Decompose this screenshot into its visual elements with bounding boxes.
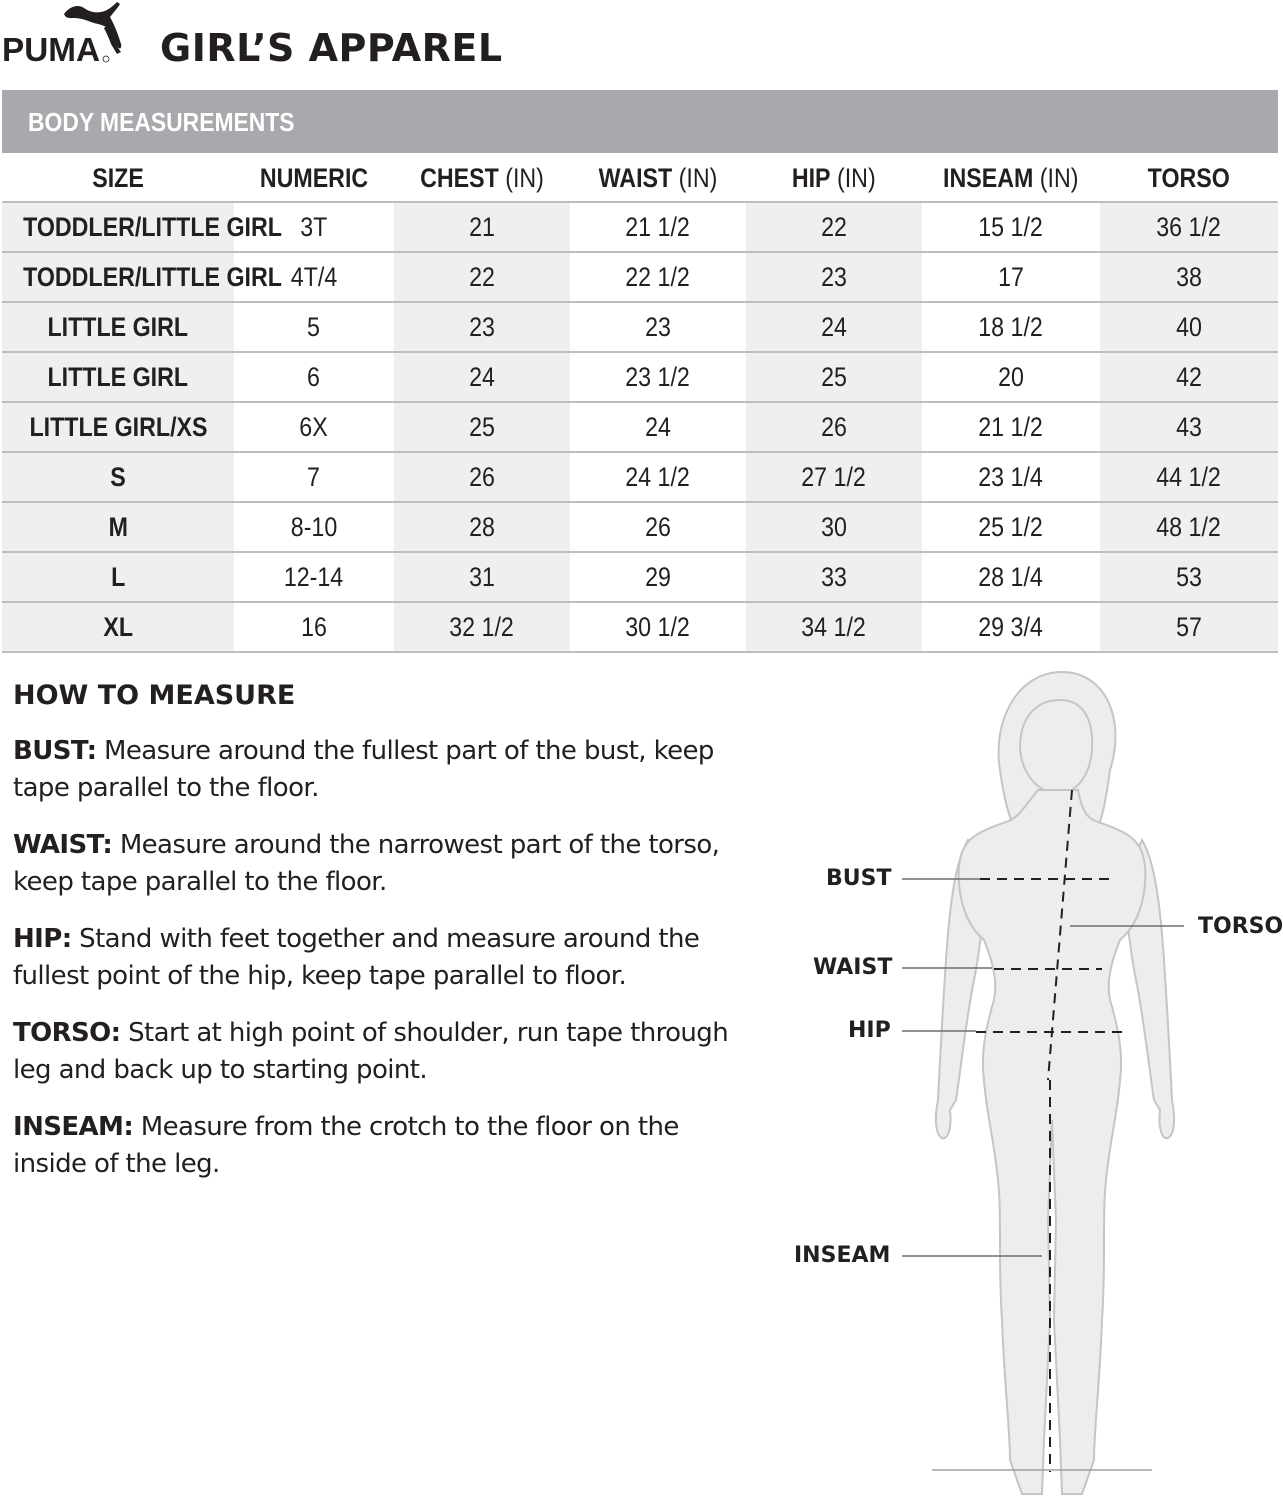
measure-text: Start at high point of shoulder, run tape through leg and back up to starting point. bbox=[13, 1018, 729, 1085]
size-chart-table bbox=[2, 155, 1278, 653]
puma-logo bbox=[0, 0, 140, 75]
table-cell bbox=[922, 352, 1100, 402]
cell-value: 24 1/2 bbox=[625, 461, 691, 492]
table-cell bbox=[746, 352, 922, 402]
column-header-text bbox=[1148, 163, 1230, 194]
cell-value: 40 bbox=[1176, 311, 1202, 342]
size-cell bbox=[2, 502, 234, 552]
table-cell bbox=[394, 452, 570, 502]
cell-value: 26 bbox=[645, 511, 671, 542]
cell-value: 25 bbox=[469, 411, 495, 442]
cell-value: 26 bbox=[469, 461, 495, 492]
measure-item-inseam bbox=[13, 1109, 753, 1183]
measure-item-hip bbox=[13, 921, 753, 995]
cell-value: 23 bbox=[645, 311, 671, 342]
measure-text: Measure around the fullest part of the bust, keep tape parallel to the floor. bbox=[13, 736, 714, 803]
table-cell bbox=[394, 252, 570, 302]
cell-value: 16 bbox=[301, 611, 327, 642]
table-cell bbox=[746, 302, 922, 352]
table-cell bbox=[1100, 202, 1278, 252]
column-header-unit: (IN) bbox=[830, 162, 876, 193]
column-header bbox=[570, 155, 746, 202]
cell-value: TODDLER/LITTLE GIRL bbox=[23, 211, 282, 242]
cell-value: 22 bbox=[469, 261, 495, 292]
table-cell bbox=[922, 452, 1100, 502]
cell-value: 17 bbox=[998, 261, 1024, 292]
cell-value: 25 1/2 bbox=[978, 511, 1044, 542]
column-header bbox=[1100, 155, 1278, 202]
table-cell bbox=[570, 352, 746, 402]
cell-value: 6X bbox=[299, 411, 329, 442]
column-header-text bbox=[599, 163, 718, 194]
measure-item-waist bbox=[13, 827, 753, 901]
cell-value: 29 3/4 bbox=[978, 611, 1044, 642]
cell-value: 27 1/2 bbox=[801, 461, 867, 492]
table-cell bbox=[746, 502, 922, 552]
cell-value: 20 bbox=[998, 361, 1024, 392]
cell-value: 8-10 bbox=[290, 511, 338, 542]
cell-value: 38 bbox=[1176, 261, 1202, 292]
table-cell bbox=[570, 202, 746, 252]
how-to-measure bbox=[13, 680, 753, 1203]
column-header bbox=[922, 155, 1100, 202]
cell-value: 5 bbox=[307, 311, 321, 342]
cell-value: 26 bbox=[821, 411, 847, 442]
column-header bbox=[234, 155, 394, 202]
table-cell bbox=[570, 602, 746, 652]
figure-label-bust: BUST bbox=[826, 866, 892, 891]
table-cell bbox=[922, 552, 1100, 602]
column-header-label: SIZE bbox=[92, 162, 144, 193]
cell-value: 12-14 bbox=[284, 561, 344, 592]
column-header-text bbox=[420, 163, 544, 194]
table-cell bbox=[1100, 502, 1278, 552]
cell-value: 31 bbox=[469, 561, 495, 592]
measure-term: TORSO: bbox=[13, 1018, 121, 1048]
column-header-unit: (IN) bbox=[1033, 162, 1079, 193]
measure-term: INSEAM: bbox=[13, 1112, 134, 1142]
cell-value: 4T/4 bbox=[290, 261, 338, 292]
page-title: GIRL’S APPAREL bbox=[160, 26, 503, 70]
table-cell bbox=[1100, 302, 1278, 352]
column-header-label: WAIST bbox=[598, 162, 673, 193]
table-body bbox=[2, 202, 1278, 652]
table-cell bbox=[234, 502, 394, 552]
cell-value: 34 1/2 bbox=[801, 611, 867, 642]
table-cell bbox=[234, 302, 394, 352]
table-cell bbox=[394, 202, 570, 252]
measure-term: BUST: bbox=[13, 736, 97, 766]
cell-value: 32 1/2 bbox=[449, 611, 515, 642]
size-cell bbox=[2, 352, 234, 402]
table-row bbox=[2, 602, 1278, 652]
cell-value: 24 bbox=[821, 311, 847, 342]
column-header-text bbox=[792, 163, 876, 194]
measure-text: Measure around the narrowest part of the torso, keep tape parallel to the floor. bbox=[13, 830, 720, 897]
table-cell bbox=[1100, 252, 1278, 302]
measure-item-bust bbox=[13, 733, 753, 807]
cell-value: 57 bbox=[1176, 611, 1202, 642]
figure-label-waist: WAIST bbox=[813, 955, 893, 980]
column-header-label: HIP bbox=[792, 162, 831, 193]
table-cell bbox=[570, 502, 746, 552]
cell-value: 21 1/2 bbox=[978, 411, 1044, 442]
cell-value: 36 1/2 bbox=[1156, 211, 1222, 242]
cell-value: 42 bbox=[1176, 361, 1202, 392]
cell-value: 24 bbox=[469, 361, 495, 392]
figure-body bbox=[959, 790, 1146, 1494]
cell-value: M bbox=[108, 511, 128, 542]
table-cell bbox=[922, 302, 1100, 352]
table-cell bbox=[234, 402, 394, 452]
cell-value: 28 bbox=[469, 511, 495, 542]
table-cell bbox=[234, 352, 394, 402]
column-header-label: NUMERIC bbox=[259, 162, 369, 193]
table-cell bbox=[922, 602, 1100, 652]
size-cell bbox=[2, 252, 282, 302]
table-row bbox=[2, 502, 1278, 552]
table-row bbox=[2, 552, 1278, 602]
how-to-measure-title: HOW TO MEASURE bbox=[13, 680, 296, 711]
column-header-text bbox=[260, 163, 368, 194]
cell-value: 22 bbox=[821, 211, 847, 242]
table-cell bbox=[1100, 352, 1278, 402]
cell-value: 24 bbox=[645, 411, 671, 442]
table-cell bbox=[746, 552, 922, 602]
table-row bbox=[2, 402, 1278, 452]
table-cell bbox=[746, 602, 922, 652]
table-row bbox=[2, 252, 1278, 302]
figure-label-inseam: INSEAM bbox=[794, 1243, 891, 1268]
cell-value: LITTLE GIRL bbox=[47, 311, 189, 342]
cell-value: 7 bbox=[307, 461, 321, 492]
table-cell bbox=[922, 402, 1100, 452]
table-cell bbox=[394, 502, 570, 552]
cell-value: 28 1/4 bbox=[978, 561, 1044, 592]
cell-value: 25 bbox=[821, 361, 847, 392]
table-cell bbox=[234, 602, 394, 652]
column-header-label: INSEAM bbox=[943, 162, 1034, 193]
table-row bbox=[2, 302, 1278, 352]
table-cell bbox=[1100, 552, 1278, 602]
table-cell bbox=[570, 552, 746, 602]
table-cell bbox=[394, 302, 570, 352]
table-cell bbox=[922, 252, 1100, 302]
table-cell bbox=[1100, 452, 1278, 502]
cell-value: 30 1/2 bbox=[625, 611, 691, 642]
section-title: BODY MEASUREMENTS bbox=[28, 107, 295, 137]
column-header-text bbox=[943, 163, 1078, 194]
figure-head bbox=[1020, 700, 1092, 794]
table-cell bbox=[394, 402, 570, 452]
cell-value: 21 1/2 bbox=[625, 211, 691, 242]
cell-value: 30 bbox=[821, 511, 847, 542]
table-cell bbox=[922, 502, 1100, 552]
cell-value: 43 bbox=[1176, 411, 1202, 442]
cell-value: 23 1/2 bbox=[625, 361, 691, 392]
header bbox=[0, 0, 1282, 90]
cell-value: 15 1/2 bbox=[978, 211, 1044, 242]
size-cell bbox=[2, 602, 234, 652]
cell-value: 3T bbox=[300, 211, 328, 242]
size-cell bbox=[2, 302, 234, 352]
table-cell bbox=[570, 302, 746, 352]
cell-value: 48 1/2 bbox=[1156, 511, 1222, 542]
column-header-unit: (IN) bbox=[498, 162, 544, 193]
table-header-row bbox=[2, 155, 1278, 202]
cell-value: 29 bbox=[645, 561, 671, 592]
table-cell bbox=[922, 202, 1100, 252]
size-cell bbox=[2, 402, 234, 452]
cell-value: TODDLER/LITTLE GIRL bbox=[23, 261, 282, 292]
section-banner bbox=[2, 90, 1278, 153]
cell-value: 22 1/2 bbox=[625, 261, 691, 292]
cell-value: 6 bbox=[307, 361, 321, 392]
column-header bbox=[2, 155, 234, 202]
column-header-label: CHEST bbox=[420, 162, 499, 193]
table-cell bbox=[746, 252, 922, 302]
cell-value: 21 bbox=[469, 211, 495, 242]
table-cell bbox=[746, 452, 922, 502]
size-cell bbox=[2, 202, 282, 252]
table-cell bbox=[234, 452, 394, 502]
table-cell bbox=[570, 252, 746, 302]
figure-label-hip: HIP bbox=[848, 1018, 891, 1043]
measure-text: Stand with feet together and measure around the fullest point of the hip, keep tape parallel to floor. bbox=[13, 924, 700, 991]
cell-value: L bbox=[110, 561, 126, 592]
cell-value: 44 1/2 bbox=[1156, 461, 1222, 492]
cell-value: LITTLE GIRL bbox=[47, 361, 189, 392]
column-header bbox=[746, 155, 922, 202]
column-header-unit: (IN) bbox=[672, 162, 718, 193]
body-figure bbox=[780, 660, 1282, 1500]
cell-value: 18 1/2 bbox=[978, 311, 1044, 342]
brand-wordmark: PUMA bbox=[2, 31, 100, 68]
table-row bbox=[2, 202, 1278, 252]
table-cell bbox=[394, 602, 570, 652]
cell-value: S bbox=[110, 461, 126, 492]
table-cell bbox=[394, 552, 570, 602]
table-cell bbox=[1100, 402, 1278, 452]
cell-value: LITTLE GIRL/XS bbox=[28, 411, 208, 442]
cell-value: 23 1/4 bbox=[978, 461, 1044, 492]
table-cell bbox=[570, 452, 746, 502]
column-header-label: TORSO bbox=[1147, 162, 1231, 193]
size-cell bbox=[2, 552, 234, 602]
column-header-text bbox=[92, 163, 144, 194]
table-cell bbox=[746, 202, 922, 252]
column-header bbox=[394, 155, 570, 202]
cell-value: 33 bbox=[821, 561, 847, 592]
body-silhouette bbox=[780, 660, 1282, 1500]
cell-value: 23 bbox=[469, 311, 495, 342]
table-cell bbox=[234, 552, 394, 602]
cell-value: 23 bbox=[821, 261, 847, 292]
cell-value: XL bbox=[103, 611, 133, 642]
table-cell bbox=[746, 402, 922, 452]
cell-value: 53 bbox=[1176, 561, 1202, 592]
size-cell bbox=[2, 452, 234, 502]
measure-term: HIP: bbox=[13, 924, 72, 954]
table-cell bbox=[394, 352, 570, 402]
table-row bbox=[2, 452, 1278, 502]
measure-item-torso bbox=[13, 1015, 753, 1089]
figure-label-torso: TORSO bbox=[1198, 914, 1283, 939]
table-cell bbox=[570, 402, 746, 452]
table-cell bbox=[1100, 602, 1278, 652]
measure-text: Measure from the crotch to the floor on the inside of the leg. bbox=[13, 1112, 679, 1179]
measure-term: WAIST: bbox=[13, 830, 113, 860]
table-row bbox=[2, 352, 1278, 402]
